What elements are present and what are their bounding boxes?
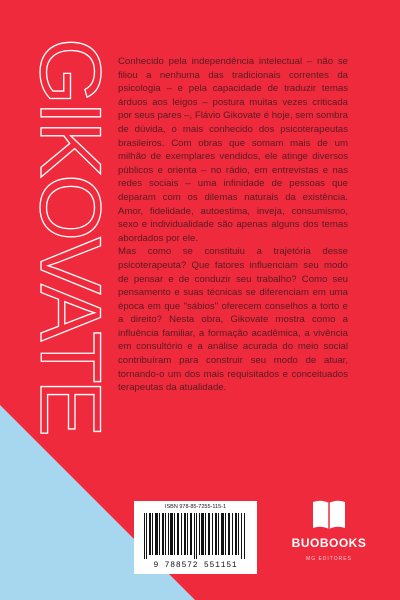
author-name-text: GIKOVATE <box>22 38 118 433</box>
blurb-paragraph: Mas como se constituiu a trajetória desse psicoterapeuta? Que fatores influenciam seu modo de pensar e de conduzir seu trabalho? Como seu pensamento e suas técnicas se diferenciam em uma época em que "sábios" oferecem conselhos a torto e a direito? Nesta obra, Gikovate mostra como a influência familiar, a formação acadêmica, a vivência em consultório e a análise acurada do meio social contribuíram para construir seu modo de atuar, tornando-o um dos mais requisitados e conceituados terapeutas da atualidade. <box>118 246 348 394</box>
publisher-tagline: MG EDITORES <box>306 556 352 562</box>
back-cover-blurb <box>118 55 348 395</box>
publisher-logo <box>284 498 374 578</box>
publisher-name: BUOBOOKS <box>291 536 367 550</box>
author-name-vertical <box>22 38 118 433</box>
isbn-label: ISBN 978-85-7255-115-1 <box>164 504 227 510</box>
barcode-bars <box>144 513 247 559</box>
book-logo-icon <box>310 498 348 532</box>
isbn-barcode <box>134 501 257 574</box>
blurb-paragraph: Conhecido pela independência intelectual – não se filiou a nenhuma das tradicionais correntes da psicologia – e pela capacidade de traduzir temas árduos aos leigos – postura muitas vezes criticada por seus pares –, Flávio Gikovate é hoje, sem sombra de dúvida, o mais conhecido dos psicoterapeutas brasileiros. Com obras que somam mais de um milhão de exemplares vendidos, ele atinge diversos públicos e orienta – no rádio, em entrevistas e nas redes sociais – uma infinidade de pessoas que deparam com os dilemas naturais da existência. Amor, fidelidade, autoestima, inveja, consumismo, sexo e individualidade são apenas alguns dos temas abordados por ele. <box>118 56 348 244</box>
barcode-digits: 9 788572 551151 <box>153 561 238 570</box>
